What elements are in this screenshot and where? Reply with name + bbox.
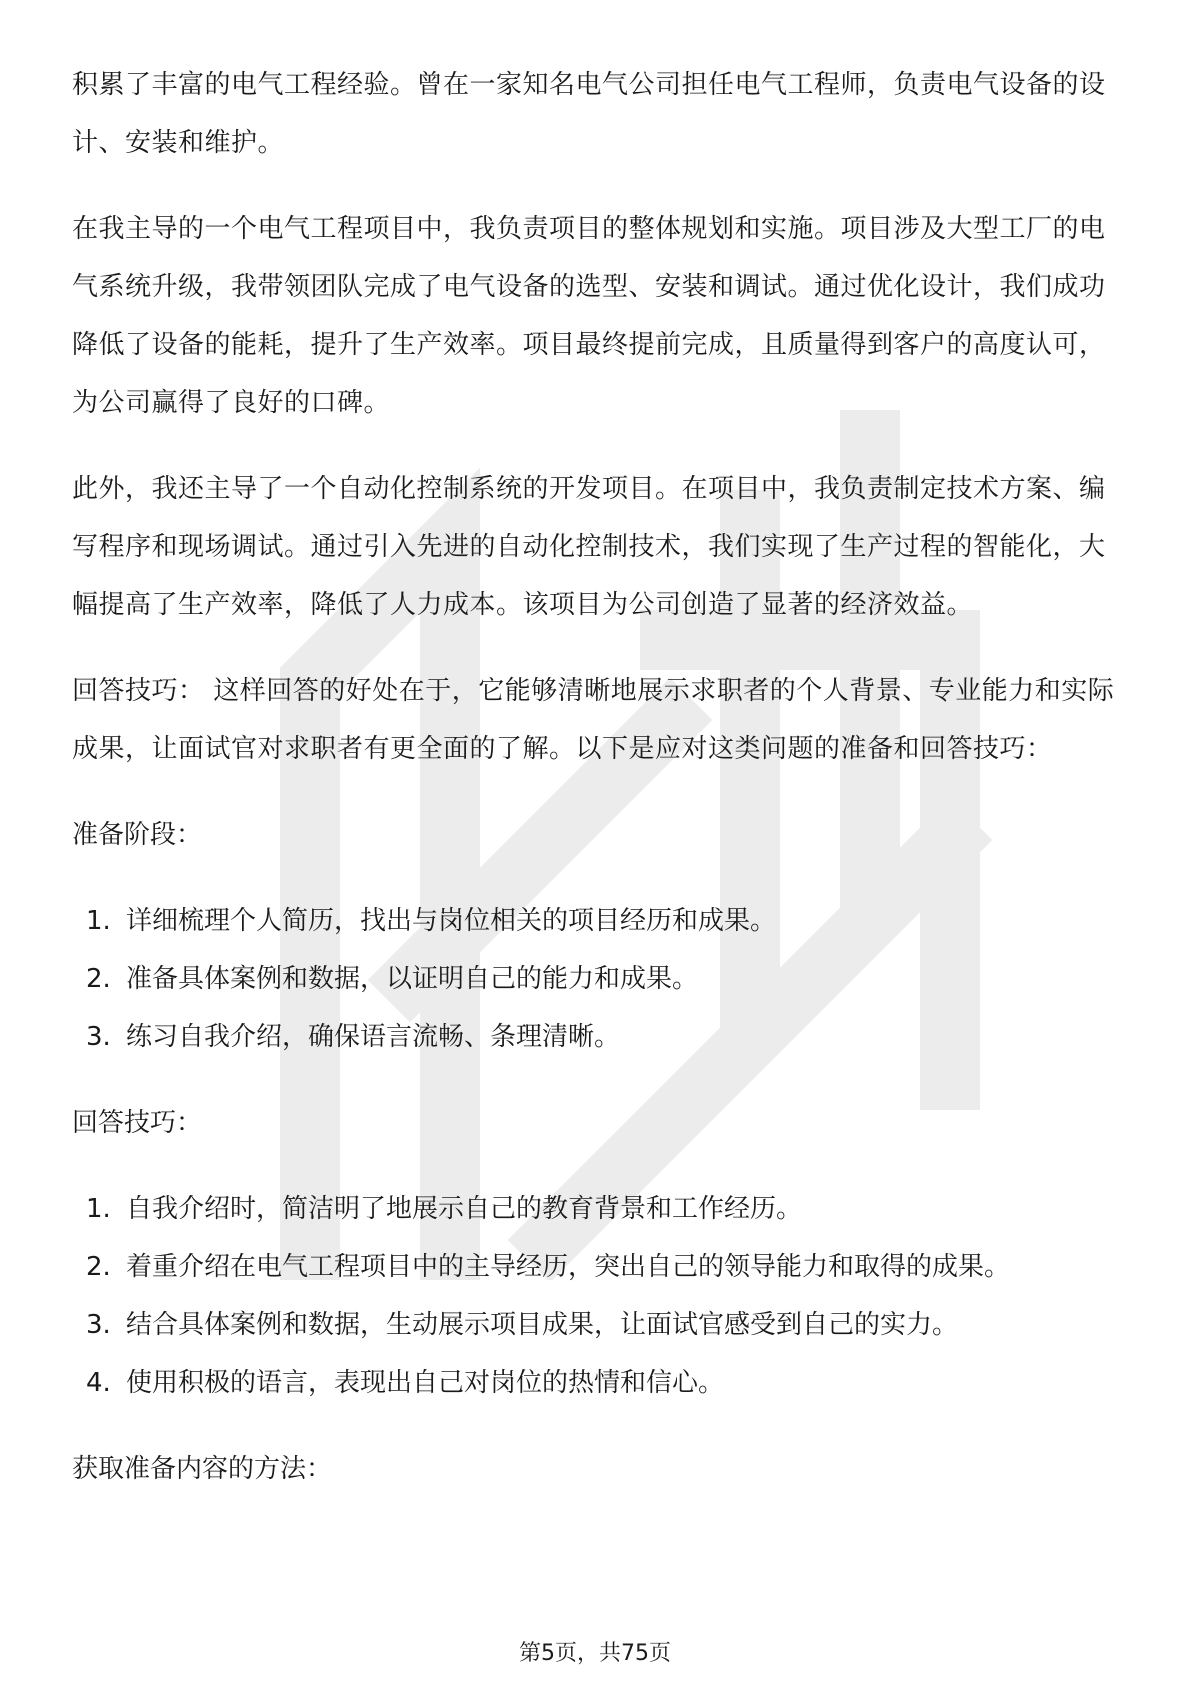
list-item-number: 2. — [86, 1252, 111, 1282]
list-item-number: 3. — [86, 1022, 111, 1052]
list-item-text: 使用积极的语言，表现出自己对岗位的热情和信心。 — [126, 1368, 725, 1398]
list-item-number: 4. — [86, 1368, 111, 1398]
list-item-number: 1. — [86, 1194, 111, 1224]
list-item-number: 3. — [86, 1310, 111, 1340]
list-item-text: 自我介绍时，简洁明了地展示自己的教育背景和工作经历。 — [126, 1194, 803, 1224]
heading-preparation: 准备阶段： — [72, 820, 203, 850]
list-item — [72, 1180, 1122, 1238]
list-item — [72, 1008, 1122, 1066]
list-item-text: 结合具体案例和数据，生动展示项目成果，让面试官感受到自己的实力。 — [126, 1310, 959, 1340]
heading-methods: 获取准备内容的方法： — [72, 1454, 333, 1484]
paragraph-project-electrical: 在我主导的一个电气工程项目中，我负责项目的整体规划和实施。项目涉及大型工厂的电气系统升级，我带领团队完成了电气设备的选型、安装和调试。通过优化设计，我们成功降低了设备的能耗，提升了生产效率。项目最终提前完成，且质量得到客户的高度认可，为公司赢得了良好的口碑。 — [72, 214, 1106, 418]
list-item — [72, 892, 1122, 950]
page-footer: 第5页，共75页 — [519, 1641, 671, 1666]
document-body — [72, 56, 1122, 1526]
list-preparation — [72, 892, 1122, 1066]
paragraph-project-automation: 此外，我还主导了一个自动化控制系统的开发项目。在项目中，我负责制定技术方案、编写程序和现场调试。通过引入先进的自动化控制技术，我们实现了生产过程的智能化，大幅提高了生产效率，降低了人力成本。该项目为公司创造了显著的经济效益。 — [72, 474, 1106, 620]
list-item-text: 准备具体案例和数据，以证明自己的能力和成果。 — [126, 964, 699, 994]
list-item — [72, 950, 1122, 1008]
list-item — [72, 1296, 1122, 1354]
list-item-text: 详细梳理个人简历，找出与岗位相关的项目经历和成果。 — [126, 906, 777, 936]
list-item-number: 1. — [86, 906, 111, 936]
paragraph-answer-tips: 回答技巧： 这样回答的好处在于，它能够清晰地展示求职者的个人背景、专业能力和实际成果，让面试官对求职者有更全面的了解。以下是应对这类问题的准备和回答技巧： — [72, 676, 1115, 764]
list-item — [72, 1238, 1122, 1296]
list-item-number: 2. — [86, 964, 111, 994]
paragraph-experience: 积累了丰富的电气工程经验。曾在一家知名电气公司担任电气工程师，负责电气设备的设计、安装和维护。 — [72, 70, 1106, 158]
list-answer-tips — [72, 1180, 1122, 1412]
list-item — [72, 1354, 1122, 1412]
heading-answer-tips: 回答技巧： — [72, 1108, 203, 1138]
list-item-text: 着重介绍在电气工程项目中的主导经历，突出自己的领导能力和取得的成果。 — [126, 1252, 1011, 1282]
list-item-text: 练习自我介绍，确保语言流畅、条理清晰。 — [126, 1022, 621, 1052]
